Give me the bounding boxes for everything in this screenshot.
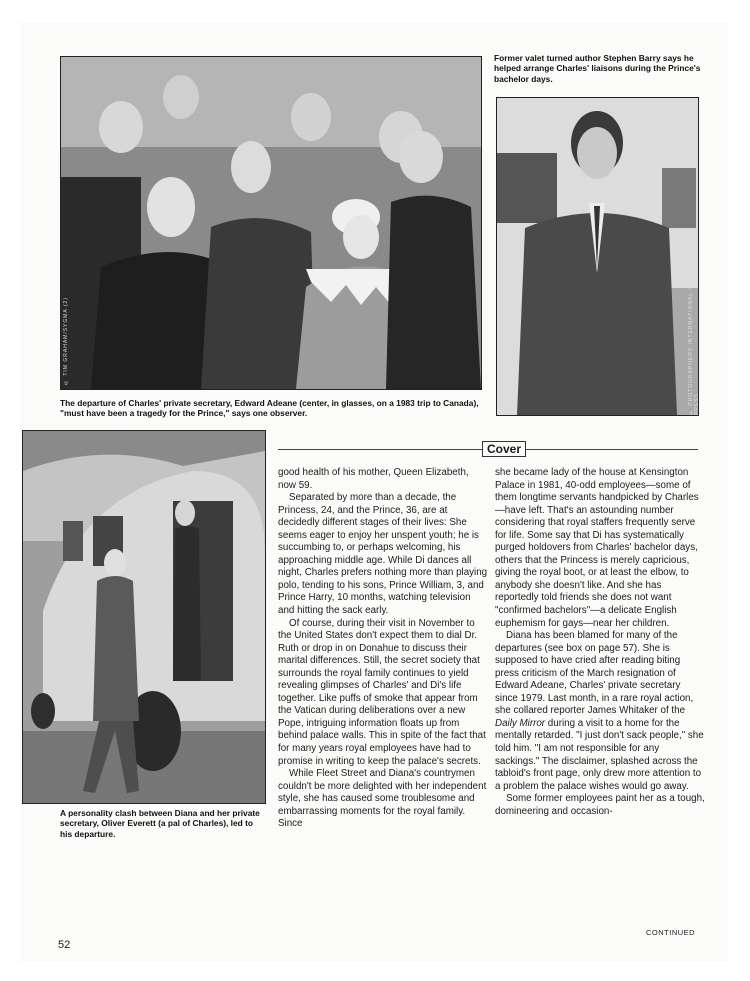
publication-name: Daily Mirror: [495, 717, 546, 729]
paragraph: she became lady of the house at Kensington Palace in 1981, 40-odd employees—some of them longtime servants handpicked by Charles—have left. That's an astounding number considering that royal staffers frequently serve for life. Some say that Di has systematically purged holdovers from Charles' bachelor days, others that the Princess is merely capricious, giving the royal boot, or at least the elbow, to anybody she doesn't like. And she has reportedly told friends she does not want "confirmed bachelors"—a delicate English euphemism for gays—near her children.: [495, 467, 699, 629]
photo-royal-couple-canada: [60, 56, 482, 390]
magazine-page: [20, 22, 728, 962]
photo-charles-helicopter: [22, 430, 266, 804]
paragraph-text: Diana has been blamed for many of the departures (see box on page 57). She is supposed to have cried after reading biting press criticism of the March resignation of Edward Adeane, Charles' private secretary since 1979. Last month, in a rare royal action, she collared reporter James Whitaker of the: [495, 630, 694, 717]
paragraph: Separated by more than a decade, the Princess, 24, and the Prince, 36, are at decidedly different stages of their lives: She seems eager to enjoy her unspent youth; he is succumbing to, or perhaps welcoming, his approaching middle age. While Di dances all night, Charles prefers nothing more than playing polo, tending to his sons, Prince William, 3, and Prince Harry, 10 months, watching television and hitting the sack early.: [278, 492, 488, 617]
paragraph: [495, 630, 705, 793]
paragraph: Some former employees paint her as a tough, domineering and occasion-: [495, 793, 705, 817]
caption-stephen-barry: Former valet turned author Stephen Barry says he helped arrange Charles' liaisons during the Prince's bachelor days.: [494, 53, 701, 84]
photo-credit-sygma: © TIM GRAHAM/SYGMA (2): [63, 297, 69, 385]
photo-credit-outline: © PHOTOGRAPHERS INTERNATIONAL / OUTLINE PRESS: [688, 256, 700, 415]
caption-oliver-everett: A personality clash between Diana and her private secretary, Oliver Everett (a pal of Charles), led to his departure.: [60, 808, 260, 839]
section-label-cover: Cover: [482, 441, 526, 457]
paragraph: While Fleet Street and Diana's countrymen couldn't be more delighted with her independent style, she has caused some troublesome and embarrassing moments for the royal family. Since: [278, 768, 487, 830]
page-number: 52: [58, 939, 71, 951]
continued-label: CONTINUED: [646, 928, 696, 937]
paragraph-text: during a visit to a home for the mentally retarded. "I just don't sack people," she told him. "I am not responsible for any sackings." The disclaimer, splashed across the tabloid's front page, only drew more attention to a problem the palace wishes would go away.: [495, 717, 704, 792]
caption-adeane: The departure of Charles' private secretary, Edward Adeane (center, in glasses, on a 1983 trip to Canada), "must have been a tragedy for the Prince," says one observer.: [60, 398, 479, 419]
article-column-middle: [278, 467, 488, 831]
article-column-right: [495, 467, 705, 818]
paragraph: Of course, during their visit in November to the United States don't expect them to dial Dr. Ruth or drop in on Donahue to discuss their marital differences. Still, the secret society that surrounds the royal family continues to yield revealing glimpses of Charles' and Di's life together. Like puffs of smoke that appear from the Vatican during deliberations over a new Pope, intriguing information floats up from behind palace walls. This in spite of the fact that for many years royal employees have had to promise in writing to keep the palace's secrets.: [278, 617, 486, 767]
photo-stephen-barry: [496, 97, 699, 416]
paragraph: good health of his mother, Queen Elizabeth, now 59.: [278, 467, 469, 491]
